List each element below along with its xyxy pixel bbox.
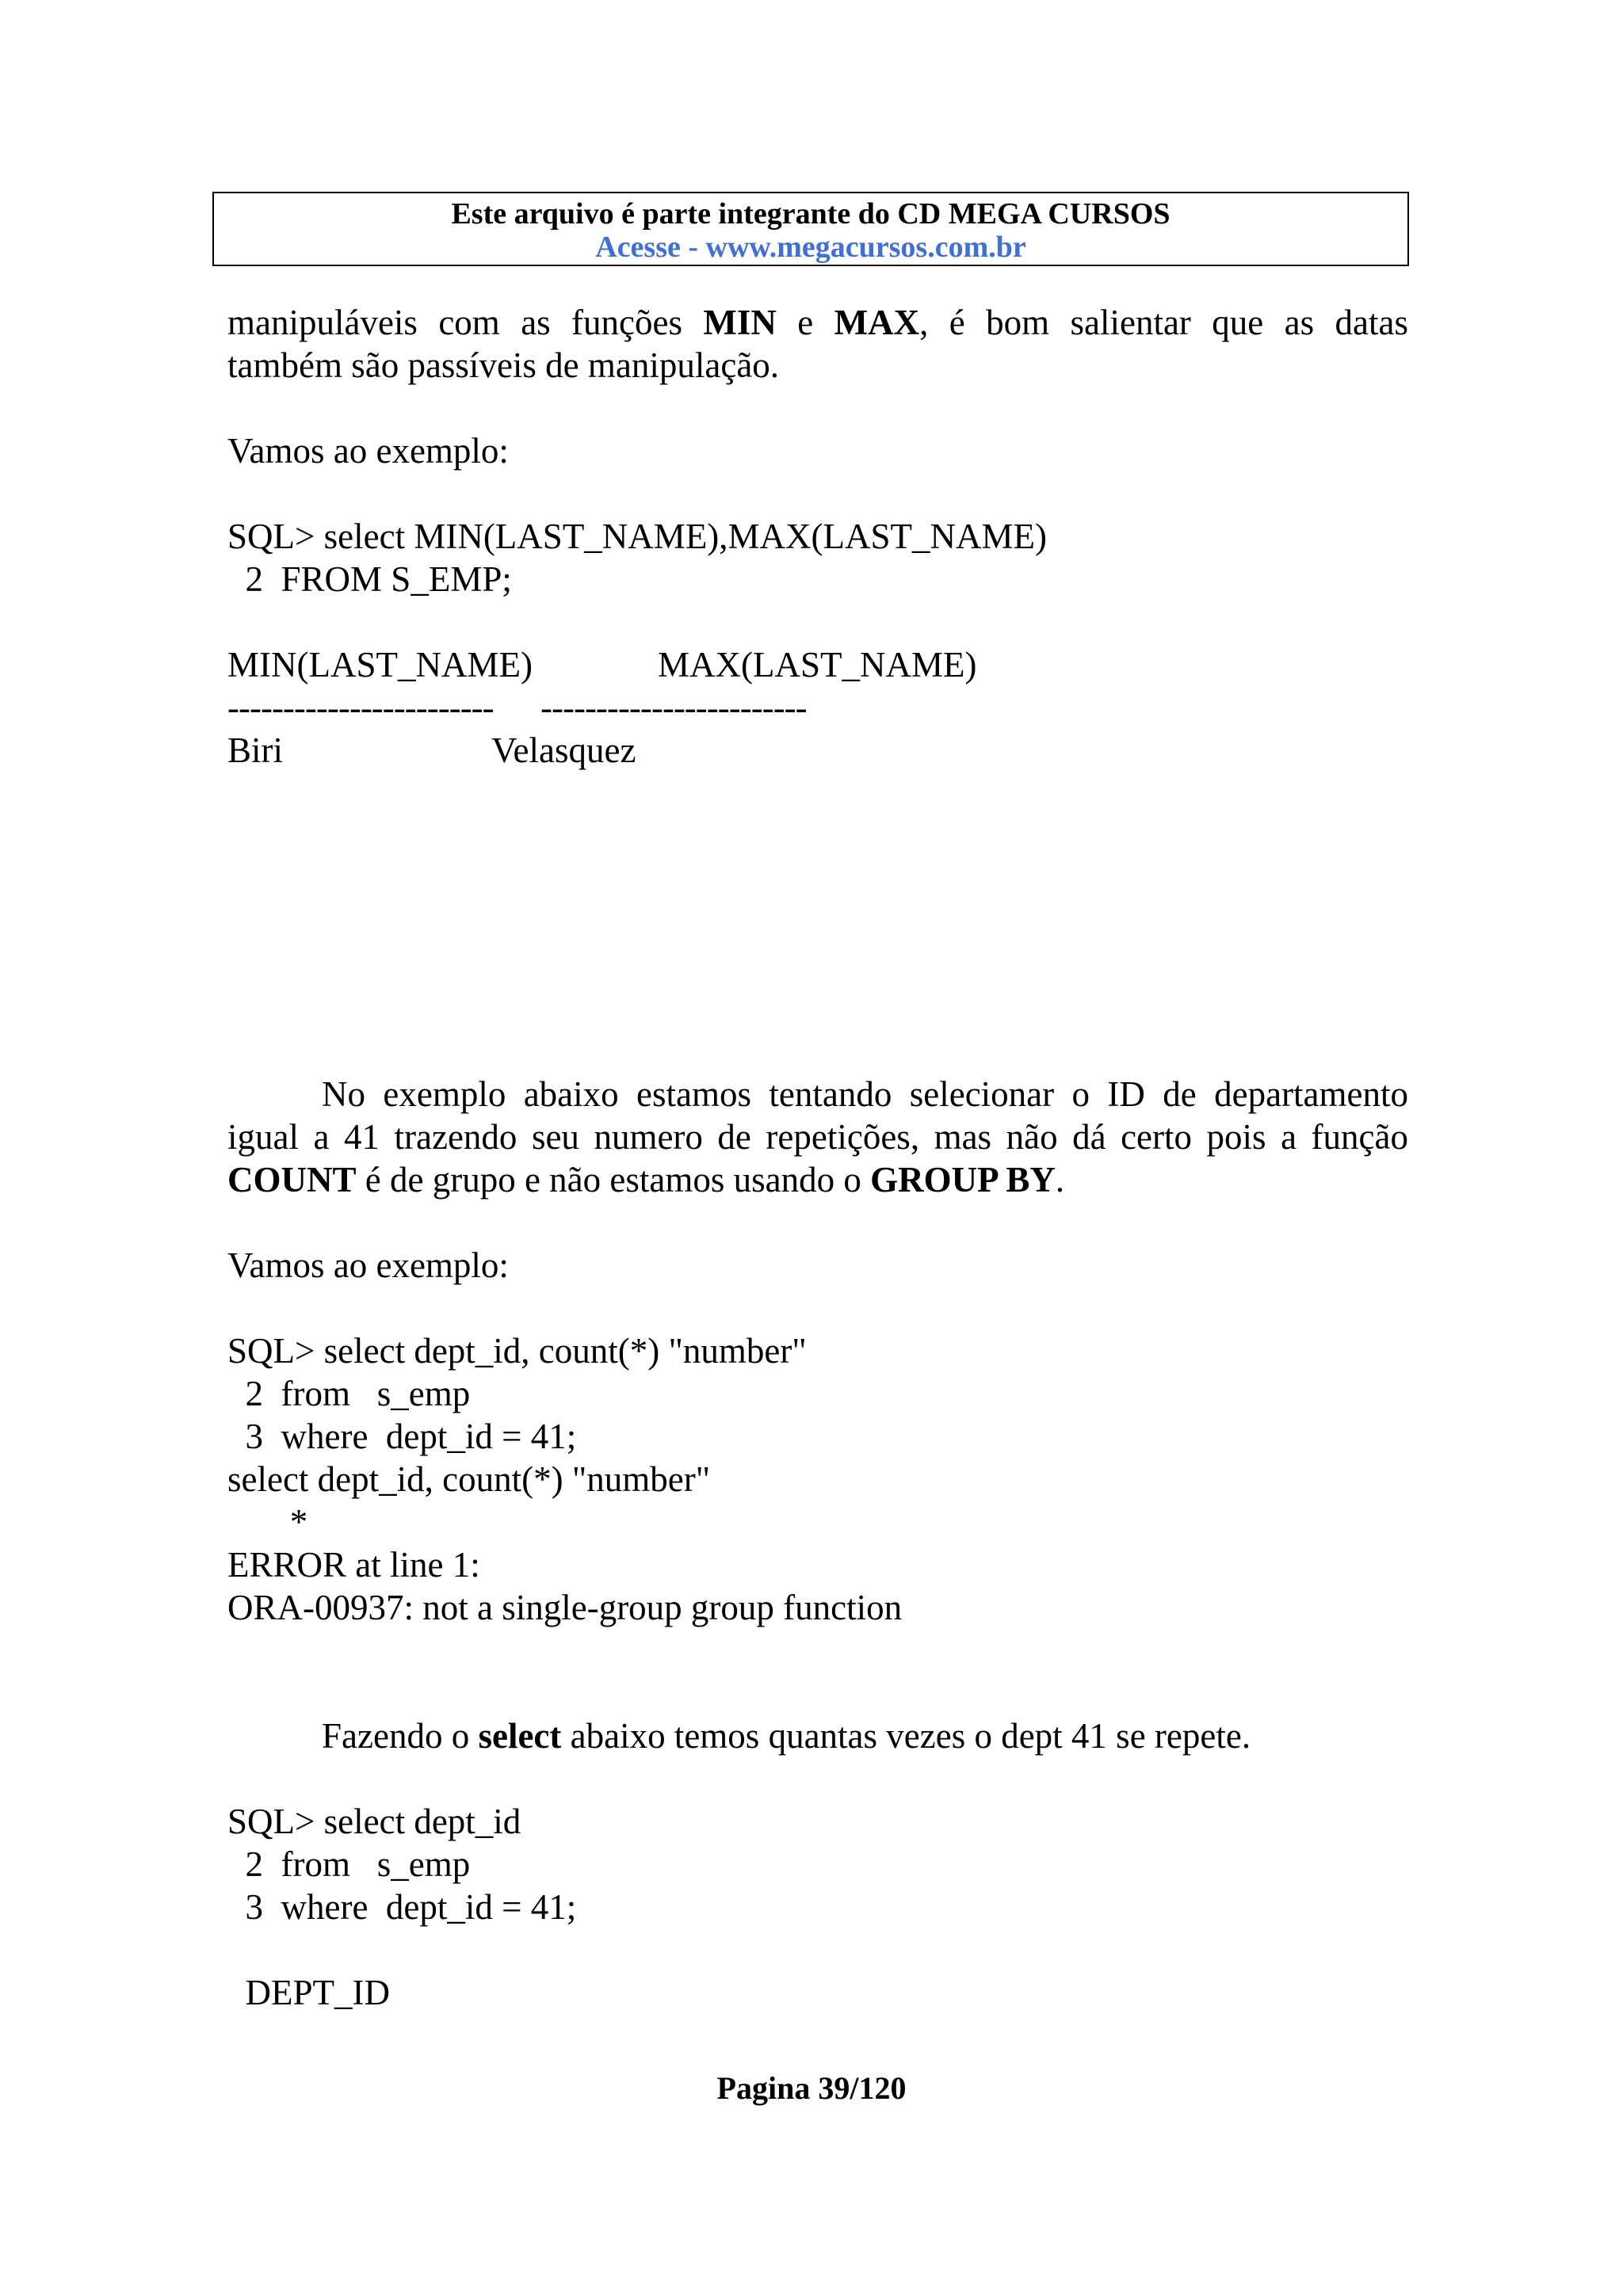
result-1-col-2-header: MAX(LAST_NAME): [658, 645, 977, 685]
sql-2-line-5: *: [227, 1502, 308, 1542]
min-keyword: MIN: [703, 303, 777, 342]
sql-2-line-3: 3 where dept_id = 41;: [227, 1417, 577, 1456]
paragraph-2-line-1: No exemplo abaixo estamos tentando selecionar o ID de departamento: [322, 1074, 1408, 1114]
header-box: [212, 192, 1409, 266]
example-label-2: Vamos ao exemplo:: [227, 1245, 509, 1285]
result-1-col-1-header: MIN(LAST_NAME): [227, 645, 533, 685]
max-keyword: MAX: [834, 303, 920, 342]
group-by-keyword: GROUP BY: [870, 1160, 1056, 1199]
paragraph-3: Fazendo o select abaixo temos quantas vezes o dept 41 se repete.: [322, 1716, 1251, 1756]
sql-2-line-4: select dept_id, count(*) "number": [227, 1459, 711, 1499]
header-link[interactable]: Acesse - www.megacursos.com.br: [595, 231, 1026, 264]
result-1-dashes-1: ------------------------: [227, 688, 494, 727]
sql-3-line-2: 2 from s_emp: [227, 1844, 471, 1884]
result-1-dashes-2: ------------------------: [540, 688, 807, 727]
paragraph-2-line-2: igual a 41 trazendo seu numero de repetições, mas não dá certo pois a função: [227, 1117, 1408, 1157]
sql-3-line-3: 3 where dept_id = 41;: [227, 1887, 577, 1927]
sql-2-error-line: ERROR at line 1:: [227, 1545, 480, 1585]
sql-1-line-1: SQL> select MIN(LAST_NAME),MAX(LAST_NAME): [227, 517, 1048, 556]
sql-3-line-1: SQL> select dept_id: [227, 1802, 521, 1841]
page-number: Pagina 39/120: [716, 2070, 907, 2106]
sql-1-line-2: 2 FROM S_EMP;: [227, 559, 512, 599]
paragraph-1-line-1: manipuláveis com as funções MIN e MAX, é bom salientar que as datas: [227, 303, 1408, 342]
example-label-1: Vamos ao exemplo:: [227, 431, 509, 471]
paragraph-2-line-3: COUNT é de grupo e não estamos usando o GROUP BY.: [227, 1160, 1065, 1199]
sql-2-line-1: SQL> select dept_id, count(*) "number": [227, 1331, 807, 1371]
sql-3-column-header: DEPT_ID: [227, 1973, 390, 2012]
result-1-col-1-value: Biri: [227, 730, 284, 770]
sql-2-ora-error: ORA-00937: not a single-group group function: [227, 1588, 903, 1627]
count-keyword: COUNT: [227, 1160, 357, 1199]
sql-2-line-2: 2 from s_emp: [227, 1374, 471, 1413]
select-keyword: select: [478, 1716, 562, 1756]
result-1-col-2-value: Velasquez: [491, 730, 636, 770]
header-title: Este arquivo é parte integrante do CD MEGA CURSOS: [451, 197, 1170, 231]
paragraph-1-line-2: também são passíveis de manipulação.: [227, 345, 780, 385]
